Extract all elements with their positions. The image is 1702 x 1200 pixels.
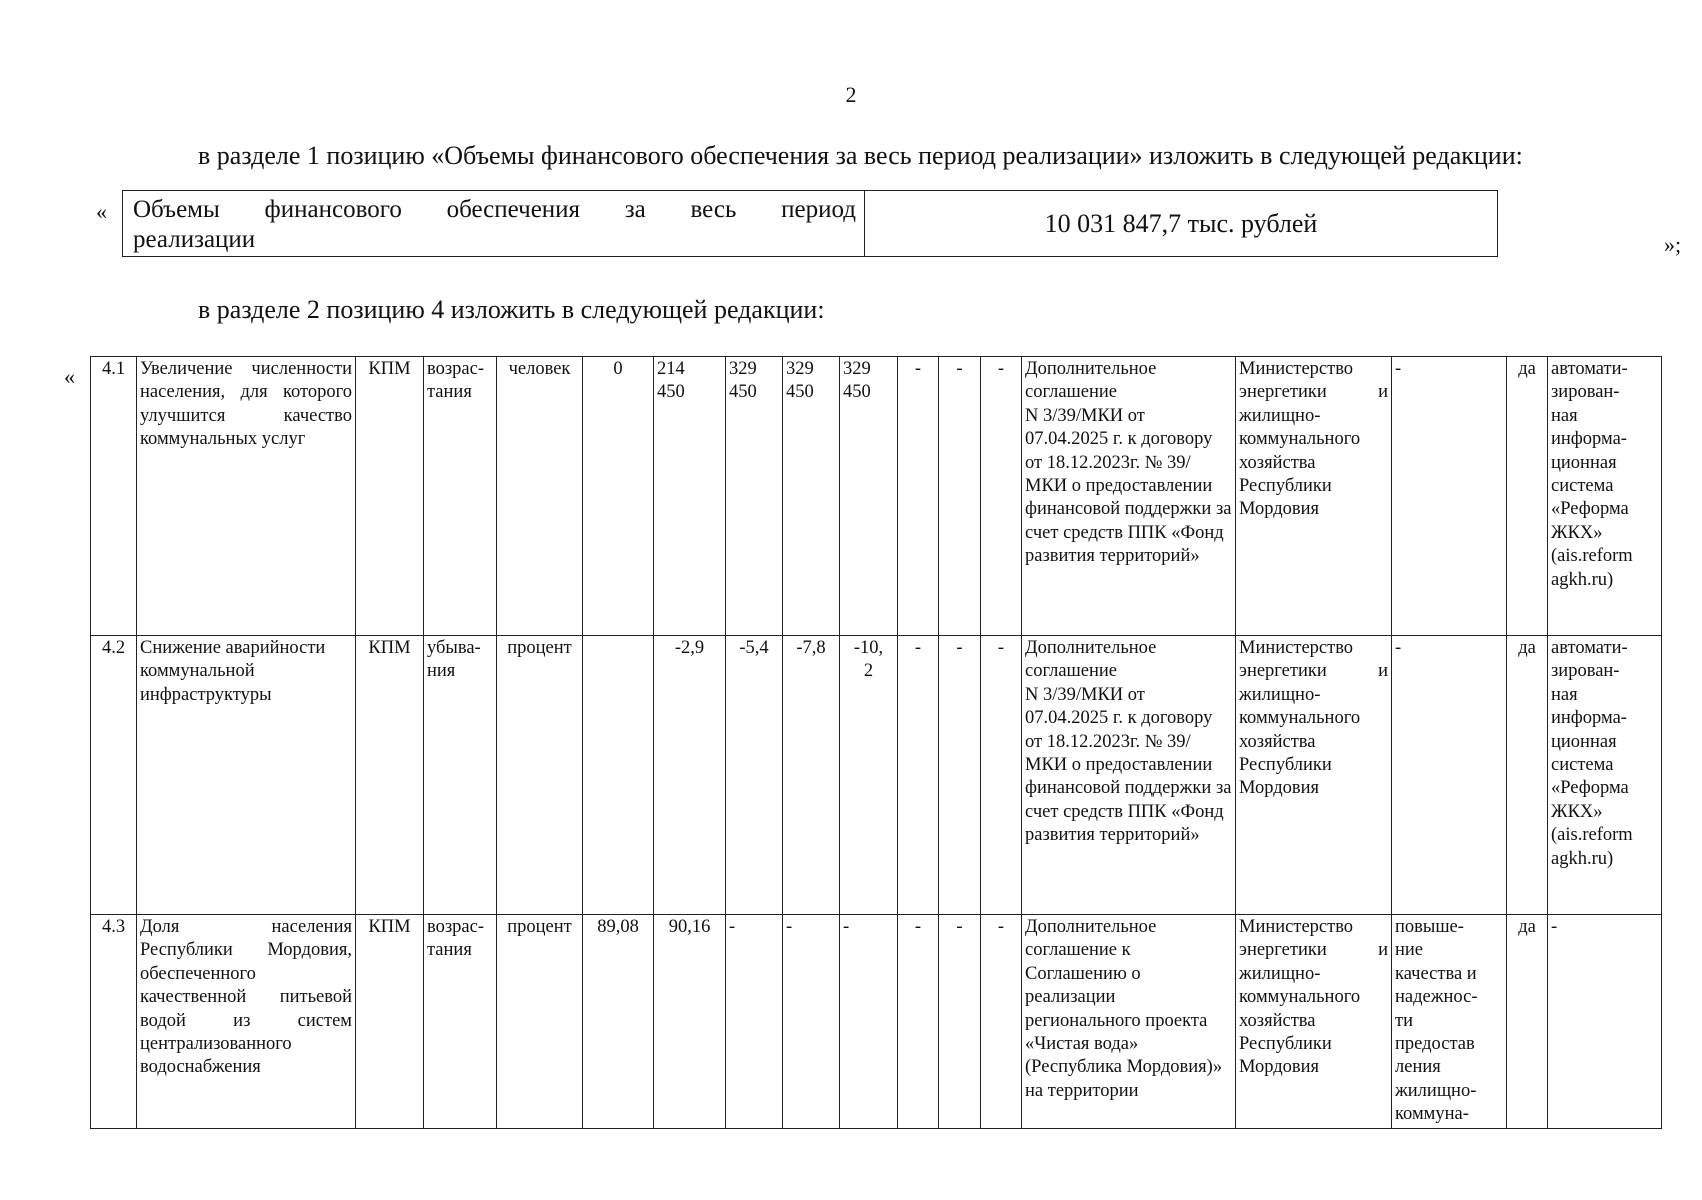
page-number: 2 bbox=[845, 82, 857, 107]
summary-box bbox=[122, 190, 1498, 257]
value-2: -5,4 bbox=[726, 636, 783, 915]
value-1: -2,9 bbox=[654, 636, 726, 915]
value-1: 214 450 bbox=[654, 357, 726, 636]
responsible-body: Министерство энергетики и жилищно-коммунального хозяйства Республики Мордовия bbox=[1236, 357, 1392, 636]
indicator-name: Снижение аварийности коммунальной инфраструктуры bbox=[137, 636, 356, 915]
table-row bbox=[91, 636, 1662, 915]
info-system: автомати- зирован- ная информа- ционная система «Реформа ЖКХ» (ais.reform agkh.ru) bbox=[1548, 357, 1662, 636]
unit: процент bbox=[497, 915, 583, 1129]
value-3: 329 450 bbox=[783, 357, 840, 636]
indicator-name: Увеличение численности населения, для которого улучшится качество коммунальных услуг bbox=[137, 357, 356, 636]
responsible-body: Министерство энергетики и жилищно-коммунального хозяйства Республики Мордовия bbox=[1236, 915, 1392, 1129]
row-number: 4.3 bbox=[91, 915, 137, 1129]
value-3: - bbox=[783, 915, 840, 1129]
summary-label bbox=[123, 191, 865, 256]
linked-goal: повыше- ние качества и надежнос- ти предостав ления жилищно- коммуна- bbox=[1392, 915, 1507, 1129]
indicator-direction: возрас- тания bbox=[424, 357, 497, 636]
value-3: -7,8 bbox=[783, 636, 840, 915]
base-value bbox=[583, 636, 654, 915]
indicator-direction: возрас- тания bbox=[424, 915, 497, 1129]
flag: да bbox=[1507, 636, 1548, 915]
summary-open-quote: « bbox=[96, 199, 107, 224]
indicator-type: КПМ bbox=[356, 636, 424, 915]
value-5: - bbox=[898, 915, 939, 1129]
table-row bbox=[91, 357, 1662, 636]
value-2: 329 450 bbox=[726, 357, 783, 636]
unit: процент bbox=[497, 636, 583, 915]
base-value: 0 bbox=[583, 357, 654, 636]
summary-value: 10 031 847,7 тыс. рублей bbox=[1044, 208, 1318, 238]
value-7: - bbox=[981, 636, 1022, 915]
value-7: - bbox=[981, 357, 1022, 636]
value-4: 329 450 bbox=[840, 357, 898, 636]
value-6: - bbox=[939, 636, 981, 915]
row-number: 4.1 bbox=[91, 357, 137, 636]
value-4: - bbox=[840, 915, 898, 1129]
value-6: - bbox=[939, 357, 981, 636]
table-row bbox=[91, 915, 1662, 1129]
indicators-table bbox=[90, 356, 1662, 1129]
info-system: автомати- зирован- ная информа- ционная система «Реформа ЖКХ» (ais.reform agkh.ru) bbox=[1548, 636, 1662, 915]
value-5: - bbox=[898, 636, 939, 915]
table-open-quote: « bbox=[64, 364, 75, 389]
basis-document: Дополнительное соглашение к Соглашению о реализации регионального проекта «Чистая вода» (Республика Мордовия)» на территории bbox=[1022, 915, 1236, 1129]
summary-label-line-2: реализации bbox=[133, 226, 256, 253]
unit: человек bbox=[497, 357, 583, 636]
basis-document: Дополнительное соглашение N 3/39/МКИ от 07.04.2025 г. к договору от 18.12.2023г. № 39/МКИ о предоставлении финансовой поддержки за счет средств ППК «Фонд развития территорий» bbox=[1022, 357, 1236, 636]
indicator-type: КПМ bbox=[356, 915, 424, 1129]
basis-document: Дополнительное соглашение N 3/39/МКИ от 07.04.2025 г. к договору от 18.12.2023г. № 39/МКИ о предоставлении финансовой поддержки за счет средств ППК «Фонд развития территорий» bbox=[1022, 636, 1236, 915]
base-value: 89,08 bbox=[583, 915, 654, 1129]
value-2: - bbox=[726, 915, 783, 1129]
value-4: -10, 2 bbox=[840, 636, 898, 915]
info-system: - bbox=[1548, 915, 1662, 1129]
linked-goal: - bbox=[1392, 636, 1507, 915]
flag: да bbox=[1507, 357, 1548, 636]
summary-close-quote: »; bbox=[1664, 232, 1682, 257]
responsible-body: Министерство энергетики и жилищно-коммунального хозяйства Республики Мордовия bbox=[1236, 636, 1392, 915]
value-5: - bbox=[898, 357, 939, 636]
summary-label-line-1: Объемы финансового обеспечения за весь период bbox=[133, 196, 856, 223]
linked-goal: - bbox=[1392, 357, 1507, 636]
paragraph-section-2: в разделе 2 позицию 4 изложить в следующей редакции: bbox=[198, 295, 825, 324]
flag: да bbox=[1507, 915, 1548, 1129]
value-7: - bbox=[981, 915, 1022, 1129]
row-number: 4.2 bbox=[91, 636, 137, 915]
paragraph-section-1: в разделе 1 позицию «Объемы финансового обеспечения за весь период реализации» изложить в следующей редакции: bbox=[198, 141, 1523, 170]
indicator-name: Доля населения Республики Мордовия, обеспеченного качественной питьевой водой из систем централизованного водоснабжения bbox=[137, 915, 356, 1129]
value-6: - bbox=[939, 915, 981, 1129]
indicator-direction: убыва- ния bbox=[424, 636, 497, 915]
indicator-type: КПМ bbox=[356, 357, 424, 636]
value-1: 90,16 bbox=[654, 915, 726, 1129]
